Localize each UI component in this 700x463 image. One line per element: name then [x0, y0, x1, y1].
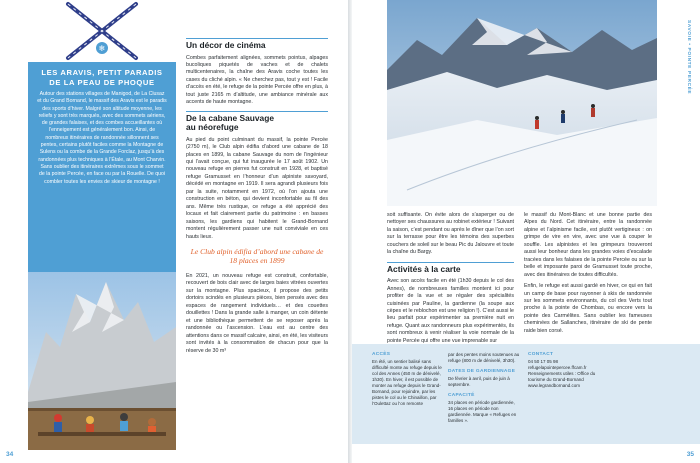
right-col1-text-1: soit suffisante. On évite alors de s’asperger ou de nettoyer ses chaussures au robinet extérieur ! Suivant la saison, c’est pendant ou après le dîner que l’on sort sur la terrasse pour être les témoins des superbes couchers de soleil sur le beau Pic du Jalouvre et toute la chaîne du Bargy.: [387, 212, 514, 256]
practical-info-box: [352, 344, 700, 444]
sidebar-body: Autour des stations villages de Manigod, de La Clusaz et du Grand Bornand, le massif des Aravis est le paradis des sports d’hiver. Malgré son altitude moyenne, les reliefs y sont très marqués, avec des sommets aériens, de grandes falaises, et des combes accueillantes où l’enneigement est généralement bon. Ainsi, de nombreux itinéraires de randonnée sillonnent ses pentes, certains plutôt faciles comme la Montagne de Sulens ou la combe de la Grande Forclaz, jusqu’à des randonnées plus techniques à l’Étale, au Mont Charvin. Sans oublier des itinéraires extrêmes sous le sommet de la pointe Percée, en face ou par la Rouelle. De quoi combler toutes les envies de skieur de montagne !: [37, 91, 167, 185]
info-contact-text: 04 50 17 05 98 refugelapointepercee.ffcam.fr Renseignements utiles : Office du tourisme du Grand-Bornand www.legrandbornand.com: [528, 359, 596, 388]
left-page: [0, 0, 348, 463]
left-text-column: [186, 38, 328, 357]
crossed-skis-icon: [28, 0, 176, 62]
section-decor-text: Combes parfaitement alignées, sommets pointus, alpages bucoliques piquetés de vaches et de chalets multicentenaires, la chaîne des Aravis coche toutes les cases du cliché alpin. « Ne cherchez pas, tout y est ! Facile d’accès en été, le refuge de la pointe Percée offre en plus, à tout juste 2165 m d’altitude, une ambiance minérale aux accents de haute montagne.: [186, 54, 328, 106]
right-col1-text-2: Avec son accès facile en été (1h30 depuis le col des Annes), de nombreuses familles montent ici pour profiter de la vue et se régaler des spécialités cuisinées par Pauline, la gardienne (la soupe aux cèpes et le reblochon est une religion !). C’est aussi le lieu parfait pour expérimenter sa première nuit en refuge. Quant aux randonneurs plus expérimentés, ils sont nombreux à venir réaliser la voie normale de la pointe Percée qui offre une vue imprenable sur: [387, 278, 514, 344]
section-heading-activities: Activités à la carte: [387, 262, 514, 275]
right-page: [352, 0, 700, 463]
sidebar: [28, 0, 176, 463]
pull-quote: Le Club alpin édifia d’abord une cabane de 18 places en 1899: [190, 247, 324, 266]
info-access-text: En été, un sentier balisé sans difficulté monte au refuge depuis le col des Annes (450 m de dénivelé, 1h30). En hiver, il est possible de monter au refuge depuis le Grand-Bornand, pour rejoindre, par les pistes le col ou le Chinaillon, par l’Oulettaz ou l’on remonte: [372, 359, 442, 406]
svg-text:❄: ❄: [98, 44, 106, 53]
info-capacity-text: 34 places en période gardiennée, 16 places en période non gardiennée. Marque « Refuges en familles ».: [448, 400, 517, 423]
section-refuge-text-1: Au pied du point culminant du massif, la pointe Percée (2750 m), le Club alpin édifia d’abord une cabane de 18 places en 1899, la cabane Sauvage du nom de l’ingénieur qui l’avait conçue, qui fut inaugurée le 17 août 1902. Un nouveau refuge en pierres fut construit en 1928, et baptisé refuge Gramusset en l’honneur d’un alpiniste savoyard, décédé en montagne en 1919. Il sera agrandi plusieurs fois par la suite, notamment en 1972, où l’on ajouta une construction en béton, qui devient inconfortable au fil des ans. Même très rustique, ce refuge a été apprécié des locaux et fait clairement partie du patrimoine : en basses saisons, les gardiens qui habitent le Grand-Bornand montent régulièrement passer une nuit conviviale en ces hauts lieux.: [186, 136, 328, 240]
info-capacity-label: CAPACITÉ: [448, 393, 475, 398]
right-col2-text-2: Enfin, le refuge est aussi gardé en hiver, ce qui en fait un camp de base pour rayonner à skis de randonnée sur les sommets environnants, du col des Verts tout proche à la pointe de Chombas, ou encore vers la pointe des Carmélites. Sans oublier les fameuses cheminées de Sallanches, itinéraire de ski de pente raide bien corsé.: [524, 283, 652, 334]
sidebar-title: LES ARAVIS, PETIT PARADIS DE LA PEAU DE PHOQUE: [41, 68, 163, 87]
sidebar-box: [28, 62, 176, 272]
right-col2-text-1: le massif du Mont-Blanc et une bonne partie des Alpes du Nord. Cet itinéraire, entre la randonnée alpine et l’alpinisme facile, est plutôt vertigineux : on grimpe de vire en vire, avec une vue à couper le souffle. Les alpinistes et les grimpeurs trouveront aussi leur bonheur dans les grandes voies d’escalade tracées dans les falaises de la pointe Percée ou sur la belle et imposante paroi de Gramusset toute proche, avec des itinéraires de toutes difficultés.: [524, 212, 652, 278]
info-access: [372, 352, 442, 407]
page-number-right: 35: [686, 451, 694, 458]
info-access-label: ACCÈS: [372, 352, 391, 357]
running-head: [686, 20, 696, 130]
info-access-text-2: par des pentes moins soutenues au refuge (800 m de dénivelé, 3h30).: [448, 352, 520, 363]
heading-line-1: De la cabane Sauvage: [186, 112, 274, 123]
info-season-label: DATES DE GARDIENNAGE: [448, 369, 516, 374]
section-heading-decor: Un décor de cinéma: [186, 38, 328, 51]
info-contact-label: CONTACT: [528, 352, 554, 357]
running-head-text: SAVOIE • POINTE PERCÉE: [686, 20, 691, 95]
info-access-cont: [448, 352, 520, 424]
heading-line-2: au néorefuge: [186, 122, 239, 133]
section-heading-refuge: [186, 111, 328, 133]
skis-illustration: [28, 0, 176, 62]
info-contact: [528, 352, 600, 389]
right-text-column-1: [387, 212, 514, 347]
info-season-text: De février à avril, puis de juin à septembre.: [448, 376, 510, 387]
refuge-terrace-photo: [28, 272, 176, 450]
page-number-left: 34: [6, 451, 14, 458]
right-text-column-2: [524, 212, 652, 337]
section-refuge-text-2: En 2021, un nouveau refuge est construit, confortable, recouvert de bois clair avec de larges baies vitrées ouvertes sur la montagne. Plus spacieux, il propose des petits dortoirs scindés en plusieurs pièces, bien pensés avec des espaces de rangement individuels… et des couettes douillettes ! Dans la grande salle à manger, un coin détente et une bibliothèque permettent de se reposer après la randonnée ou l’ascension. L’eau est au centre des attentions dans ce massif calcaire, ainsi, en été, les visiteurs sont invités à la consommation de chacun pour que la réserve de 30 m³: [186, 273, 328, 354]
ski-touring-photo: [387, 0, 657, 206]
